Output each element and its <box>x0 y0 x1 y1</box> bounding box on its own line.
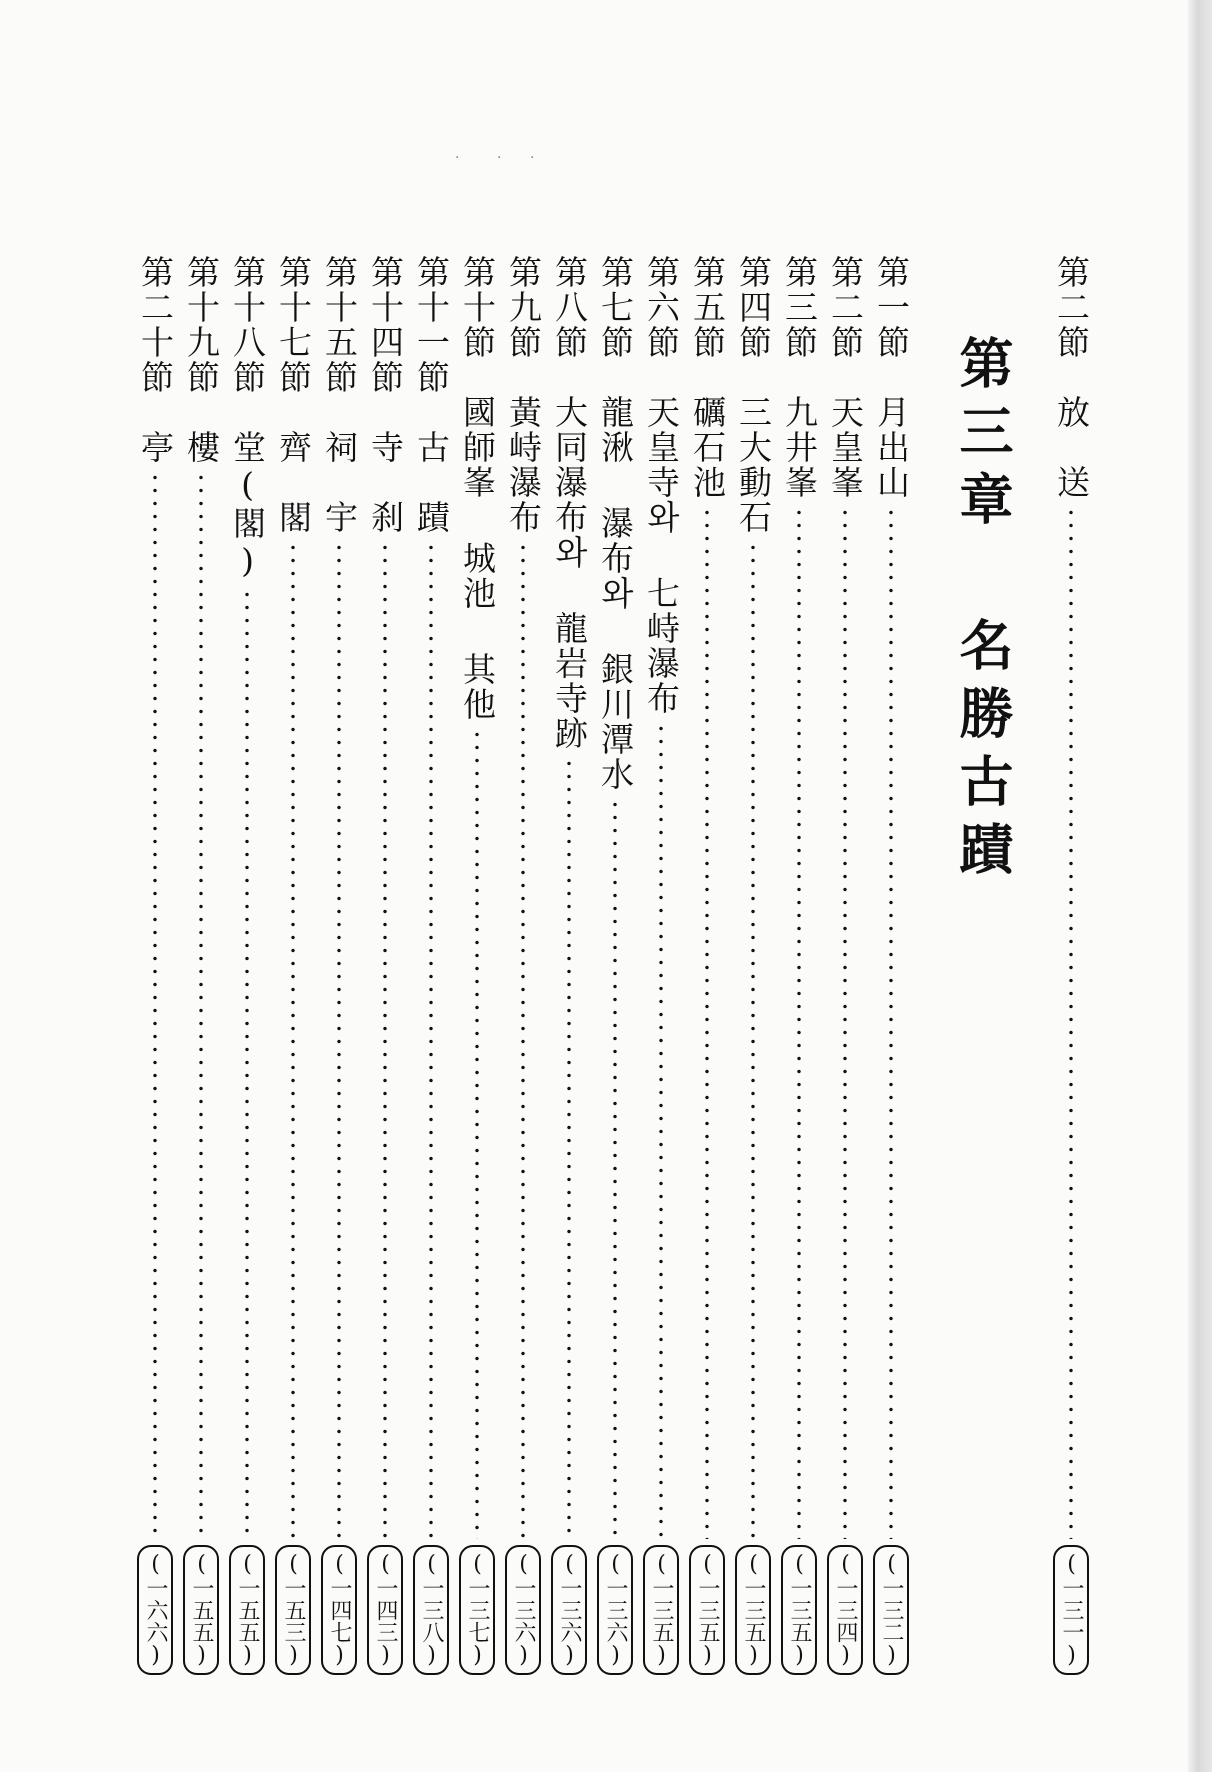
entry-title: 古 蹟 <box>412 430 451 535</box>
dot-leader <box>889 506 893 1539</box>
entry-title: 九井峯 <box>780 395 819 500</box>
entry-section: 第二節 <box>1052 255 1091 360</box>
dot-leader <box>705 506 709 1539</box>
dot-leader <box>659 722 663 1539</box>
dot-leader <box>797 506 801 1539</box>
toc-entry-cheonhwangsa[interactable] <box>638 255 684 1675</box>
entry-section: 第二十節 <box>136 255 175 395</box>
scan-speck: · <box>530 150 535 166</box>
entry-title: 天皇峯 <box>826 395 865 500</box>
toc-entry-pavilions-jeong[interactable] <box>132 255 178 1675</box>
entry-heading <box>825 255 865 500</box>
entry-heading <box>319 255 359 535</box>
toc-entry-pavilions-ru[interactable] <box>178 255 224 1675</box>
dot-leader <box>153 471 157 1539</box>
entry-page-number: (一六六) <box>137 1545 173 1675</box>
entry-page-number: (一五五) <box>183 1545 219 1675</box>
entry-heading <box>733 255 773 535</box>
entry-page-number: (一三五) <box>781 1545 817 1675</box>
entry-title: 亭 <box>136 430 175 465</box>
dot-leader <box>199 471 203 1539</box>
toc-entry-historic-sites[interactable] <box>408 255 454 1675</box>
dot-leader <box>475 728 479 1539</box>
entry-heading <box>135 255 175 465</box>
entry-title: 月出山 <box>872 395 911 500</box>
entry-heading <box>503 255 543 535</box>
entry-title: 三大動石 <box>734 395 773 535</box>
entry-title: 齊 閣 <box>274 430 313 535</box>
entry-page-number: (一三七) <box>459 1545 495 1675</box>
dot-leader <box>843 506 847 1539</box>
chapter-heading <box>948 335 1018 889</box>
entry-heading <box>457 255 497 722</box>
dot-leader <box>521 541 525 1539</box>
toc-entry-temples[interactable] <box>362 255 408 1675</box>
entry-title: 祠 宇 <box>320 430 359 535</box>
toc-entry-daedong-falls[interactable] <box>546 255 592 1675</box>
entry-page-number: (一三六) <box>597 1545 633 1675</box>
scan-speck: · <box>497 150 502 166</box>
entry-title: 黃峙瀑布 <box>504 395 543 535</box>
entry-heading <box>365 255 405 535</box>
dot-leader <box>567 757 571 1539</box>
dot-leader <box>1069 506 1073 1539</box>
entry-heading <box>273 255 313 535</box>
entry-page-number: (一三四) <box>827 1545 863 1675</box>
toc-entry-halls[interactable] <box>224 255 270 1675</box>
entry-section: 第三節 <box>780 255 819 360</box>
entry-section: 第四節 <box>734 255 773 360</box>
scan-speck: · <box>455 150 460 166</box>
page-edge-shadow <box>1188 0 1212 1772</box>
entry-section: 第二節 <box>826 255 865 360</box>
entry-page-number: (一三八) <box>413 1545 449 1675</box>
entry-page-number: (一三五) <box>689 1545 725 1675</box>
entry-section: 第十一節 <box>412 255 451 395</box>
toc-entry-hwangchi-falls[interactable] <box>500 255 546 1675</box>
entry-section: 第十四節 <box>366 255 405 395</box>
entry-section: 第五節 <box>688 255 727 360</box>
entry-heading <box>595 255 635 792</box>
entry-section: 第十節 <box>458 255 497 360</box>
entry-title: 天皇寺와 七峙瀑布 <box>642 395 681 716</box>
entry-page-number: (一三五) <box>735 1545 771 1675</box>
dot-leader <box>291 541 295 1539</box>
entry-title: 大同瀑布와 龍岩寺跡 <box>550 395 589 751</box>
entry-title: 寺 刹 <box>366 430 405 535</box>
entry-heading <box>641 255 681 716</box>
entry-heading <box>227 255 267 582</box>
entry-page-number: (一三五) <box>643 1545 679 1675</box>
entry-heading <box>871 255 911 500</box>
entry-section: 第十九節 <box>182 255 221 395</box>
entry-page-number: (一四三) <box>367 1545 403 1675</box>
entry-page-number: (一三一) <box>1053 1545 1089 1675</box>
entry-page-number: (一三二) <box>873 1545 909 1675</box>
entry-title: 樓 <box>182 430 221 465</box>
toc-entry-cheonhwangbong[interactable] <box>822 255 868 1675</box>
toc-entry-wolchulsan[interactable] <box>868 255 914 1675</box>
entry-section: 第六節 <box>642 255 681 360</box>
toc-entry-section-2-broadcast[interactable] <box>1048 255 1094 1675</box>
toc-entry-ryeoseokji[interactable] <box>684 255 730 1675</box>
toc-entry-three-moving-stones[interactable] <box>730 255 776 1675</box>
entry-title: 放 送 <box>1052 395 1091 500</box>
entry-page-number: (一五五) <box>229 1545 265 1675</box>
entry-title: 堂(閣) <box>228 430 267 582</box>
entry-page-number: (一四七) <box>321 1545 357 1675</box>
entry-section: 第十五節 <box>320 255 359 395</box>
entry-title: 國師峯 城池 其他 <box>458 395 497 722</box>
entry-heading <box>1051 255 1091 500</box>
toc-entry-guksabong[interactable] <box>454 255 500 1675</box>
toc-entry-shrines[interactable] <box>316 255 362 1675</box>
entry-heading <box>779 255 819 500</box>
entry-page-number: (一三六) <box>551 1545 587 1675</box>
dot-leader <box>613 798 617 1539</box>
dot-leader <box>337 541 341 1539</box>
entry-section: 第八節 <box>550 255 589 360</box>
toc-entry-jaegak[interactable] <box>270 255 316 1675</box>
entry-section: 第七節 <box>596 255 635 360</box>
dot-leader <box>751 541 755 1539</box>
entry-heading <box>181 255 221 465</box>
entry-section: 第十七節 <box>274 255 313 395</box>
toc-entry-gujeongbong[interactable] <box>776 255 822 1675</box>
entry-page-number: (一五三) <box>275 1545 311 1675</box>
dot-leader <box>429 541 433 1539</box>
chapter-heading-text: 第三章 名勝古蹟 <box>951 335 1015 889</box>
entry-title: 龍湫 瀑布와 銀川潭水 <box>596 395 635 792</box>
entry-heading <box>549 255 589 751</box>
dot-leader <box>383 541 387 1539</box>
toc-entry-yongchu-falls[interactable] <box>592 255 638 1675</box>
entry-section: 第一節 <box>872 255 911 360</box>
dot-leader <box>245 588 249 1539</box>
entry-heading <box>687 255 727 500</box>
entry-title: 礪石池 <box>688 395 727 500</box>
entry-heading <box>411 255 451 535</box>
entry-section: 第九節 <box>504 255 543 360</box>
entry-page-number: (一三六) <box>505 1545 541 1675</box>
entry-section: 第十八節 <box>228 255 267 395</box>
